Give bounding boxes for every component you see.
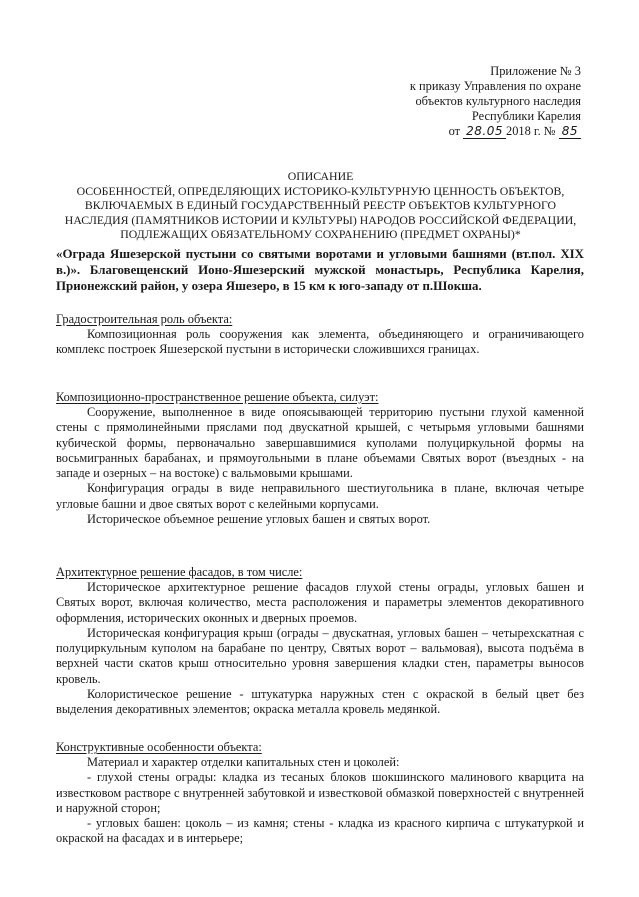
appendix-date-line [410,124,581,139]
section-construction [56,740,584,847]
title-line-5: ПОДЛЕЖАЩИХ ОБЯЗАТЕЛЬНОМУ СОХРАНЕНИЮ (ПРЕДМЕТ ОХРАНЫ)* [120,227,521,242]
handwritten-date: 28.05 [463,125,506,139]
title-line-2: ОСОБЕННОСТЕЙ, ОПРЕДЕЛЯЮЩИХ ИСТОРИКО-КУЛЬТУРНУЮ ЦЕННОСТЬ ОБЪЕКТОВ, [76,183,565,198]
title-line-4: НАСЛЕДИЯ (ПАМЯТНИКОВ ИСТОРИИ И КУЛЬТУРЫ) НАРОДОВ РОССИЙСКОЙ ФЕДЕРАЦИИ, [64,212,577,227]
object-name: «Ограда Яшезерской пустыни со святыми воротами и угловыми башнями (вт.пол. XIX в.)». Благовещенский Ионо-Яшезерский мужской монастырь, Республика Карелия, Прионежский район, у озера Яшезеро, в 15 км к юго-западу от п.Шокша. [56,247,584,293]
section-paragraph: Материал и характер отделки капитальных стен и цоколей: [87,755,400,769]
appendix-number: Приложение № 3 [490,64,581,78]
section-paragraph: Композиционная роль сооружения как элемента, объединяющего и ограничивающего комплекс построек Яшезерской пустыни в исторически сложившихся границах. [56,327,584,357]
section-heading: Конструктивные особенности объекта: [56,740,262,754]
section-list-item: - угловых башен: цоколь – из камня; стены - кладка из красного кирпича с штукатуркой и окраской на фасадах и в интерьере; [56,816,584,846]
appendix-region: Республики Карелия [471,109,581,123]
section-paragraph: Историческое объемное решение угловых башен и святых ворот. [87,512,431,527]
section-facades [56,565,584,718]
section-paragraph: Историческая конфигурация крыш (ограды – двускатная, угловых башен – четырехскатная с полуциркульным куполом на барабане по центру, Святых ворот – вальмовая), высота подъёма в верхней части скатов крыш относительно уровня завершения кладки стен, параметры выносов кровель. [56,625,584,686]
section-paragraph: Конфигурация ограды в виде неправильного шестиугольника в плане, включая четыре угловые башни и двое святых ворот с келейными корпусами. [56,481,584,511]
appendix-authority: объектов культурного наследия [415,94,581,108]
handwritten-order-number: 85 [559,125,581,139]
date-suffix: 2018 г. № [506,124,556,138]
section-heading: Архитектурное решение фасадов, в том числе: [56,565,303,579]
section-paragraph: Колористическое решение - штукатурка наружных стен с окраской в белый цвет без выделения декоративных элементов; окраска металла кровель медянкой. [56,687,584,717]
title-line-1: ОПИСАНИЕ [287,169,354,183]
section-composition [56,390,584,527]
appendix-order-ref: к приказу Управления по охране [409,79,581,93]
section-heading: Композиционно-пространственное решение объекта, силуэт: [56,390,379,404]
section-paragraph: Историческое архитектурное решение фасадов глухой стены ограды, угловых башен и Святых ворот, включая количество, места расположения и параметры элементов декоративного оформления, исторических оконных и дверных проемов. [56,580,584,625]
section-urban-role [56,312,584,358]
title-line-3: ВКЛЮЧАЕМЫХ В ЕДИНЫЙ ГОСУДАРСТВЕННЫЙ РЕЕСТР ОБЪЕКТОВ КУЛЬТУРНОГО [84,198,557,213]
section-paragraph: Сооружение, выполненное в виде опоясывающей территорию пустыни глухой каменной стены с прямолинейными пряслами под двускатной крышей, с четырьмя угловыми башнями кубической формы, первоначально завершавшимися куполами полуциркульной формы на восьмигранных барабанах, и прямоугольными в плане объемами Святых ворот (въездных - на западе и озерных – на востоке) с вальмовыми крышами. [56,405,584,481]
date-prefix: от [448,124,461,138]
document-title [48,169,593,242]
appendix-header [410,64,581,139]
section-list-item: - глухой стены ограды: кладка из тесаных блоков шокшинского малинового кварцита на известковом растворе с внутренней забутовкой и известковой обмазкой поверхностей с внутренней и наружной сторон; [56,770,584,815]
section-heading: Градостроительная роль объекта: [56,312,233,326]
